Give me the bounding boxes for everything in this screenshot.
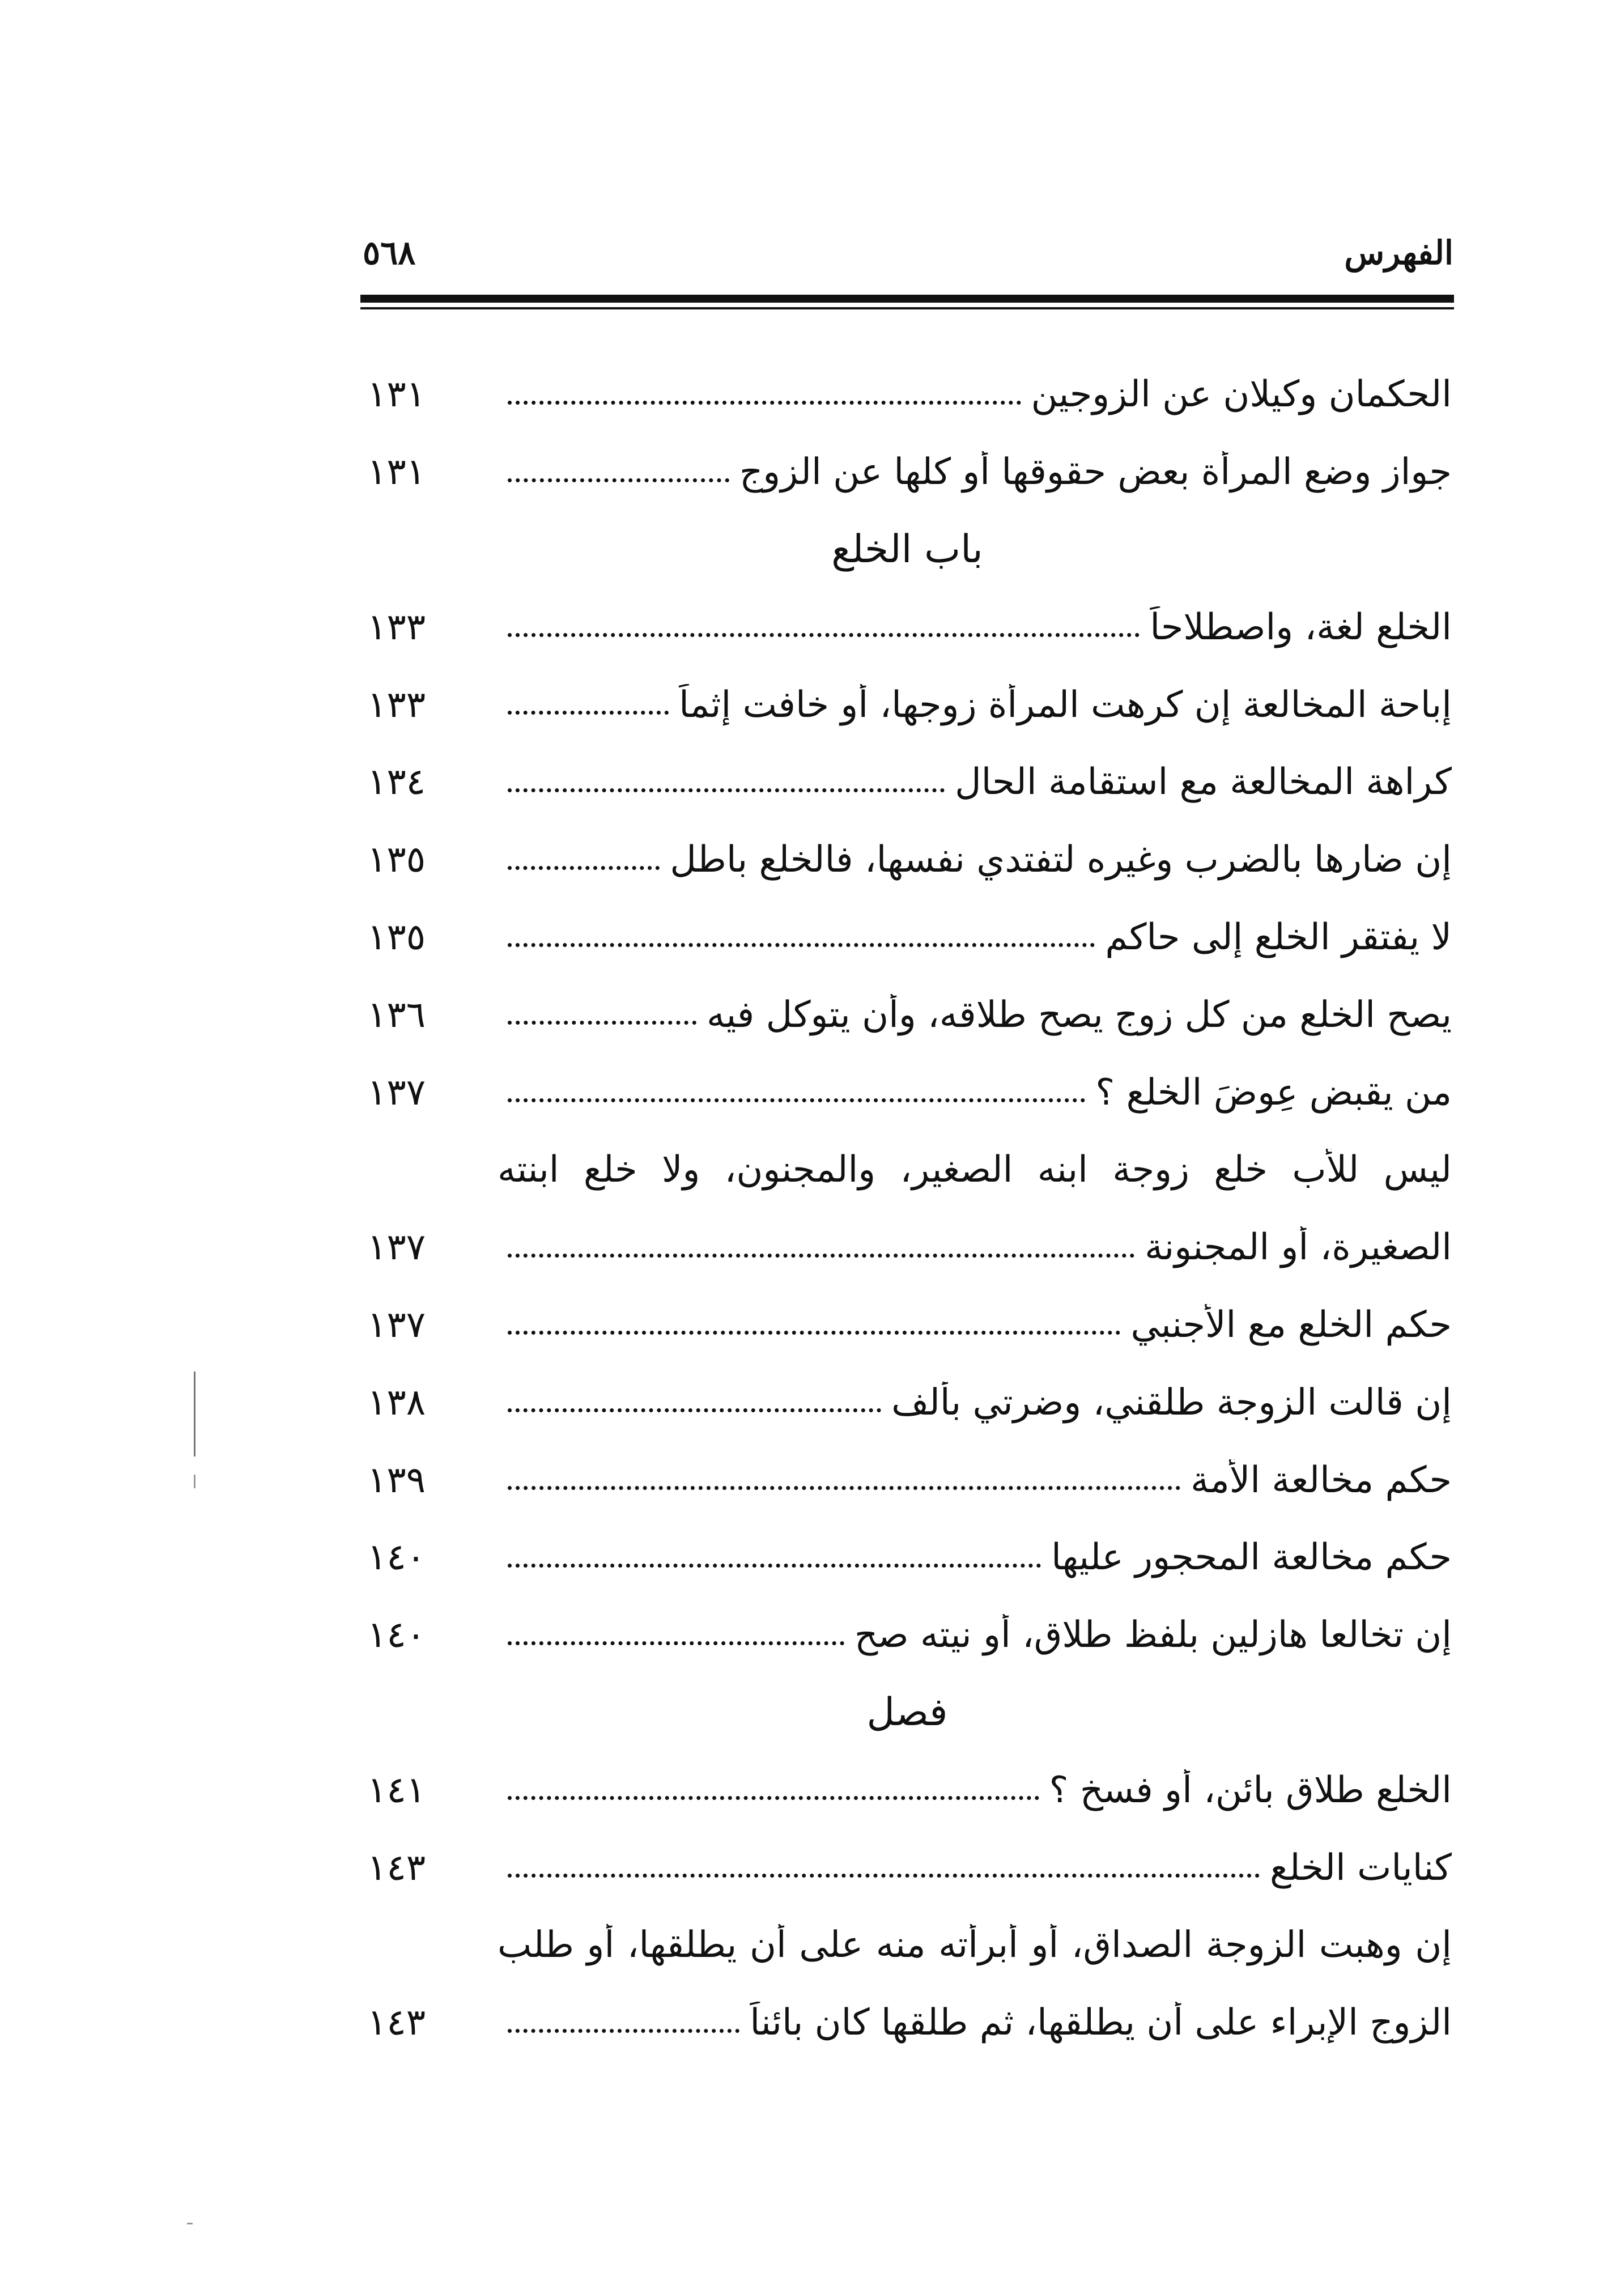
toc-page-number: ١٣٧ [367,1226,426,1269]
toc-entry-text: كنايات الخلع [1269,1846,1452,1889]
dot-leader [508,478,729,482]
toc-entry-body [498,1847,1452,1889]
dot-leader [508,866,660,870]
dot-leader [508,1021,696,1025]
toc-entry-text: إباحة المخالعة إن كرهت المرأة زوجها، أو خافت إثماً [679,683,1452,726]
toc-entry [363,1596,1452,1674]
section-heading [363,511,1452,589]
toc-entry-body [498,373,1452,415]
dot-leader [508,711,669,715]
toc-entry-body [498,1924,1452,1966]
toc-page-number: ١٣٧ [367,1303,426,1346]
toc-entry [363,1829,1452,1906]
toc-entry-continued [363,1906,1452,1984]
toc-entry-body [498,451,1452,493]
toc-entry [363,1209,1452,1286]
section-heading-text: فصل [866,1690,948,1735]
margin-dot [194,1475,195,1488]
dot-leader [508,1564,1041,1568]
toc-entry-text: من يقبض عِوضَ الخلع ؟ [1095,1071,1452,1114]
header-rule-thin [360,307,1454,309]
toc-entry-body [498,1149,1452,1191]
dot-leader [508,1796,1039,1800]
toc-page-number: ١٤١ [367,1769,426,1811]
toc-entry [363,976,1452,1054]
dot-leader [508,1641,844,1645]
toc-entry-text: كراهة المخالعة مع استقامة الحال [955,761,1452,804]
toc-page-number: ١٣٣ [367,606,426,648]
header-rule-thick [360,295,1454,303]
toc-entry [363,1364,1452,1441]
toc-entry-text: حكم الخلع مع الأجنبي [1130,1303,1452,1346]
table-of-contents [363,356,1452,2062]
dot-leader [508,1874,1260,1878]
toc-entry-text: إن وهبت الزوجة الصداق، أو أبرأته منه على أن يطلقها، أو طلب [498,1924,1452,1967]
toc-entry-text: حكم مخالعة المحجور عليها [1051,1536,1452,1579]
dot-leader [508,2029,739,2033]
toc-page-number: ١٤٠ [367,1614,426,1657]
toc-entry-text: الخلع لغة، واصطلاحاً [1150,606,1452,648]
toc-page-number: ١٤٣ [367,2002,426,2044]
toc-entry [363,1751,1452,1829]
toc-entry [363,744,1452,821]
toc-page-number: ١٤٠ [367,1536,426,1579]
section-heading-text: باب الخلع [831,527,983,572]
toc-entry-text: الخلع طلاق بائن، أو فسخ ؟ [1049,1769,1452,1811]
toc-page-number: ١٣٨ [367,1381,426,1424]
toc-page-number: ١٣٧ [367,1071,426,1114]
margin-mark [194,1371,195,1457]
toc-entry-text: يصح الخلع من كل زوج يصح طلاقه، وأن يتوكل فيه [707,993,1452,1036]
toc-entry-body [498,761,1452,803]
dot-leader [508,401,1021,405]
toc-entry-body [498,1536,1452,1578]
section-heading [363,1674,1452,1752]
dot-leader [508,633,1140,637]
toc-entry [363,821,1452,899]
toc-entry-text: الزوج الإبراء على أن يطلقها، ثم طلقها كان بائناً [750,2002,1452,2044]
toc-entry-body [498,839,1452,881]
toc-entry-body [498,1226,1452,1268]
toc-entry-body [498,1304,1452,1346]
toc-page-number: ١٣٦ [367,993,426,1036]
running-header [363,233,1453,296]
toc-entry-body [498,1459,1452,1501]
toc-page-number: ١٣٥ [367,916,426,958]
toc-page-number: ١٣٥ [367,839,426,881]
toc-entry [363,899,1452,976]
toc-entry-text: لا يفتقر الخلع إلى حاكم [1105,916,1452,958]
corner-dot [187,2223,193,2224]
header-page-number: ٥٦٨ [363,233,416,272]
toc-entry-body [498,684,1452,726]
toc-page-number: ١٣٤ [367,761,426,804]
toc-entry [363,1519,1452,1596]
dot-leader [508,1331,1120,1335]
toc-entry-body [498,606,1452,648]
toc-page-number: ١٣٩ [367,1459,426,1501]
toc-entry-text: حكم مخالعة الأمة [1191,1459,1452,1501]
toc-entry [363,666,1452,744]
toc-page-number: ١٣١ [367,451,426,494]
toc-entry [363,1054,1452,1131]
dot-leader [508,943,1095,947]
toc-entry-text: جواز وضع المرأة بعض حقوقها أو كلها عن الزوج [739,451,1452,494]
toc-entry-text: إن تخالعا هازلين بلفظ طلاق، أو نيته صح [854,1614,1452,1657]
toc-page-number: ١٤٣ [367,1846,426,1889]
toc-entry-text: ليس للأب خلع زوجة ابنه الصغير، والمجنون، ولا خلع ابنته [498,1149,1452,1191]
toc-entry-body [498,1382,1452,1424]
toc-entry [363,1286,1452,1364]
dot-leader [508,1098,1085,1102]
toc-entry-text: إن ضارها بالضرب وغيره لتفتدي نفسها، فالخلع باطل [670,839,1452,881]
toc-entry-body [498,2002,1452,2044]
toc-entry-body [498,1769,1452,1811]
toc-entry-body [498,1072,1452,1114]
toc-entry [363,588,1452,666]
header-title: الفهرس [1344,233,1453,272]
toc-entry-text: الصغيرة، أو المجنونة [1145,1226,1452,1269]
toc-entry [363,434,1452,511]
toc-entry-body [498,1614,1452,1656]
toc-entry [363,1441,1452,1519]
dot-leader [508,1408,881,1412]
toc-entry-continued [363,1131,1452,1209]
toc-entry-body [498,994,1452,1036]
dot-leader [508,1486,1180,1490]
toc-entry [363,1984,1452,2062]
toc-entry-text: إن قالت الزوجة طلقني، وضرتي بألف [891,1381,1452,1424]
toc-entry-body [498,916,1452,958]
toc-page-number: ١٣٣ [367,683,426,726]
dot-leader [508,1254,1134,1258]
toc-page-number: ١٣١ [367,373,426,416]
toc-entry [363,356,1452,434]
toc-entry-text: الحكمان وكيلان عن الزوجين [1031,373,1452,416]
dot-leader [508,788,945,792]
